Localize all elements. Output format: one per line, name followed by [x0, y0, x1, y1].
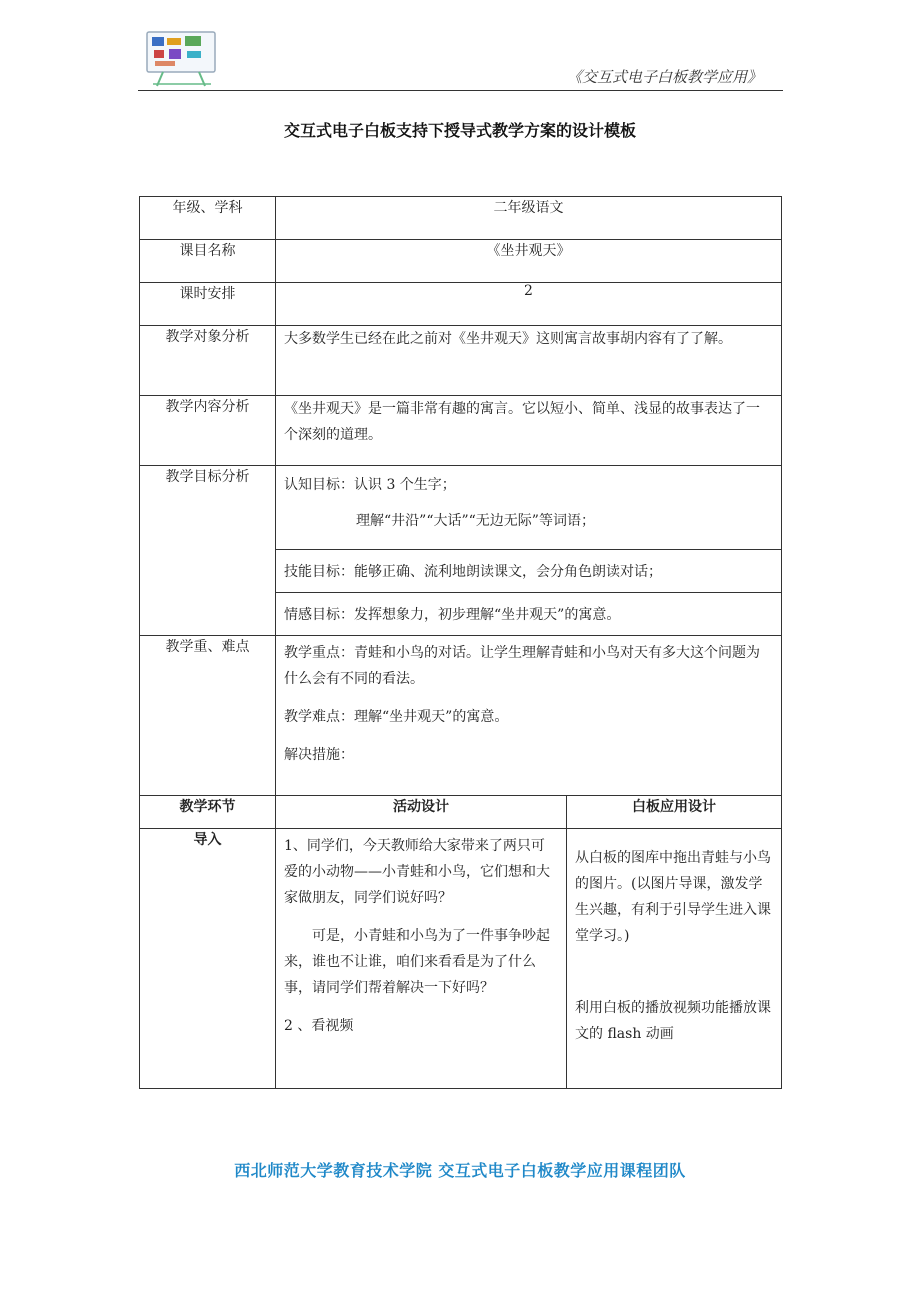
activity-text-3: 2 、看视频	[284, 1018, 354, 1034]
column-header-activity: 活动设计	[276, 796, 567, 829]
emotion-objective: 情感目标：发挥想象力，初步理解“坐井观天”的寓意。	[276, 593, 782, 636]
table-row	[140, 636, 782, 796]
cognitive-objective-1: 认知目标：认识 3 个生字；	[284, 477, 456, 493]
column-header-stage: 教学环节	[140, 796, 276, 829]
key-point: 教学重点：青蛙和小鸟的对话。让学生理解青蛙和小鸟对天有多大这个问题为什么会有不同的看法。	[284, 645, 760, 687]
content-analysis-label: 教学内容分析	[140, 396, 276, 466]
activity-cell	[276, 829, 567, 1089]
table-header-row	[140, 796, 782, 829]
skill-objective: 技能目标：能够正确、流利地朗读课文，会分角色朗读对话；	[276, 550, 782, 593]
grade-subject-value: 二年级语文	[276, 197, 782, 240]
table-row	[140, 829, 782, 1089]
lesson-plan-table	[139, 196, 782, 1089]
table-row	[140, 283, 782, 326]
lesson-name-label: 课目名称	[140, 240, 276, 283]
page-title: 交互式电子白板支持下授导式教学方案的设计模板	[283, 121, 636, 140]
whiteboard-logo-icon	[143, 30, 223, 88]
table-row	[140, 240, 782, 283]
column-header-whiteboard: 白板应用设计	[567, 796, 782, 829]
whiteboard-text-2: 利用白板的播放视频功能播放课文的 flash 动画	[575, 1000, 771, 1042]
key-points-cell	[276, 636, 782, 796]
activity-text-1: 1、同学们，今天教师给大家带来了两只可爱的小动物——小青蛙和小鸟，它们想和大家做朋友，同学们说好吗？	[284, 838, 550, 906]
content-analysis-value: 《坐井观天》是一篇非常有趣的寓言。它以短小、简单、浅显的故事表达了一个深刻的道理。	[276, 396, 782, 466]
table-row	[140, 326, 782, 396]
table-row	[140, 396, 782, 466]
cognitive-objective-2: 理解“井沿”“大话”“无边无际”等词语；	[356, 513, 595, 529]
difficulty-point: 教学难点：理解“坐井观天”的寓意。	[284, 709, 509, 725]
whiteboard-text-1: 从白板的图库中拖出青蛙与小鸟的图片。(以图片导课，激发学生兴趣，有利于引导学生进入课堂学习。)	[575, 850, 771, 944]
student-analysis-value: 大多数学生已经在此之前对《坐井观天》这则寓言故事胡内容有了了解。	[276, 326, 782, 396]
grade-subject-label: 年级、学科	[140, 197, 276, 240]
periods-label: 课时安排	[140, 283, 276, 326]
table-row	[140, 466, 782, 550]
periods-value: 2	[276, 283, 782, 326]
student-analysis-label: 教学对象分析	[140, 326, 276, 396]
lesson-name-value: 《坐井观天》	[276, 240, 782, 283]
whiteboard-cell	[567, 829, 782, 1089]
header-title: 《交互式电子白板教学应用》	[566, 68, 762, 86]
measures: 解决措施：	[284, 747, 354, 763]
footer-text: 西北师范大学教育技术学院 交互式电子白板教学应用课程团队	[234, 1161, 686, 1180]
header-divider	[138, 90, 783, 91]
table-row	[140, 197, 782, 240]
stage-intro: 导入	[140, 829, 276, 1089]
key-points-label: 教学重、难点	[140, 636, 276, 796]
cognitive-objective-cell	[276, 466, 782, 550]
activity-text-2: 可是，小青蛙和小鸟为了一件事争吵起来，谁也不让谁，咱们来看看是为了什么事，请同学们帮着解决一下好吗？	[284, 928, 550, 996]
objectives-label: 教学目标分析	[140, 466, 276, 636]
